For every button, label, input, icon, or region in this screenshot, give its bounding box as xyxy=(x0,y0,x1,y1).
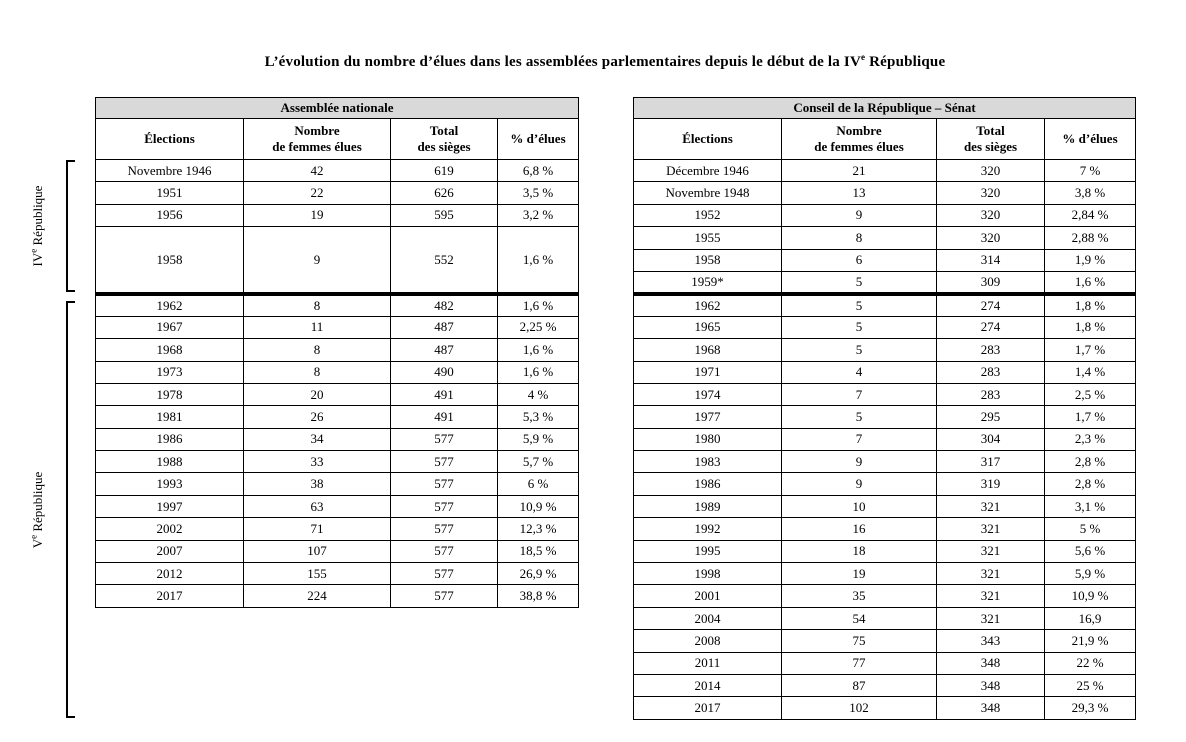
table-cell: 491 xyxy=(391,383,498,405)
table-title: Conseil de la République – Sénat xyxy=(634,98,1136,119)
table-row xyxy=(634,406,1136,428)
table-row xyxy=(634,204,1136,226)
fourth-republic-bracket xyxy=(66,160,75,292)
column-header-elections: Élections xyxy=(634,119,782,160)
table-cell: 71 xyxy=(244,518,391,540)
table-title-row xyxy=(634,98,1136,119)
table-cell: 309 xyxy=(937,271,1045,293)
table-cell: 29,3 % xyxy=(1045,697,1136,719)
table-row xyxy=(634,451,1136,473)
table-cell: 482 xyxy=(391,294,498,316)
table-cell: 18,5 % xyxy=(498,540,579,562)
table-cell: 21,9 % xyxy=(1045,630,1136,652)
table-cell: 16 xyxy=(782,518,937,540)
table-row xyxy=(96,339,579,361)
table-cell: 7 xyxy=(782,383,937,405)
table-cell: 6,8 % xyxy=(498,160,579,182)
table-cell: 26 xyxy=(244,406,391,428)
table-cell: 321 xyxy=(937,518,1045,540)
table-cell: 102 xyxy=(782,697,937,719)
table-row xyxy=(634,473,1136,495)
table-cell: 1,7 % xyxy=(1045,339,1136,361)
table-row xyxy=(96,204,579,226)
table-cell: 320 xyxy=(937,227,1045,249)
page-title xyxy=(75,54,1135,71)
table-cell: 1971 xyxy=(634,361,782,383)
table-row xyxy=(96,316,579,338)
table-cell: 1986 xyxy=(96,428,244,450)
table-cell: 5 xyxy=(782,406,937,428)
table-cell: 1958 xyxy=(634,249,782,271)
table-cell: 304 xyxy=(937,428,1045,450)
table-cell: 5 xyxy=(782,316,937,338)
table-cell: 22 xyxy=(244,182,391,204)
table-cell: 343 xyxy=(937,630,1045,652)
table-cell: 12,3 % xyxy=(498,518,579,540)
table-cell: 77 xyxy=(782,652,937,674)
assemblee-nationale-table xyxy=(95,97,579,608)
table-cell: 5,6 % xyxy=(1045,540,1136,562)
table-cell: 6 xyxy=(782,249,937,271)
table-cell: 2004 xyxy=(634,607,782,629)
table-cell: 619 xyxy=(391,160,498,182)
document-page: L’évolution du nombre d’élues dans les assemblées parlementaires depuis le début de la IVe République IVe République Ve République Assemblée nationale Élections Nombre de femmes élues Total des sièges % d’élues Novembre 1946 42 619 6,8 % 1951 22 626 3,5 % 1956 19 595 3,2 % 1958 9 552 1,6 % 1962 8 482 1,6 % 1967 11 487 2,25 % 1968 8 487 1,6 % 1973 8 490 1,6 % 1978 20 491 4 % 1981 26 491 5,3 % 1986 34 577 5,9 % 1988 33 577 5,7 % 1993 38 577 6 % 1997 63 577 10,9 % 2002 71 577 12,3 % 2007 107 577 18,5 % 2012 155 577 26,9 % 2017 224 577 38,8 % Conseil de la République – Sénat Élections Nombre de femmes élues Total des sièges % d’élues Décembre 1946 21 320 7 % Novembre 1948 13 320 3,8 % 1952 9 320 2,84 % 1955 8 320 2,88 % 1958 6 314 1,9 % 1959* 5 309 1,6 % 1962 5 274 1,8 % 1965 5 274 1,8 % 1968 5 283 1,7 % 1971 4 283 1,4 % 1974 7 283 2,5 % 1977 5 295 1,7 % 1980 7 304 2,3 % 1983 9 317 2,8 % 1986 9 319 2,8 % 1989 10 321 3,1 % 1992 16 321 5 % 1995 18 321 5,6 % 1998 19 321 5,9 % 2001 35 321 10,9 % 2004 54 321 16,9 2008 75 343 21,9 % 2011 77 348 22 % 2014 87 348 25 % 2017 102 348 29,3 % xyxy=(0,0,1186,742)
table-cell: 626 xyxy=(391,182,498,204)
column-header-row xyxy=(634,119,1136,160)
table-cell: 26,9 % xyxy=(498,563,579,585)
table-cell: 8 xyxy=(782,227,937,249)
table-cell: 1988 xyxy=(96,451,244,473)
table-cell: 1962 xyxy=(96,294,244,316)
table-cell: 3,5 % xyxy=(498,182,579,204)
table-cell: 348 xyxy=(937,652,1045,674)
table-cell: 3,2 % xyxy=(498,204,579,226)
table-cell: 63 xyxy=(244,495,391,517)
fifth-republic-section xyxy=(634,294,1136,719)
table-row xyxy=(96,563,579,585)
table-cell: 2007 xyxy=(96,540,244,562)
table-cell: 4 % xyxy=(498,383,579,405)
table-row xyxy=(96,406,579,428)
table-cell: 75 xyxy=(782,630,937,652)
table-cell: 1978 xyxy=(96,383,244,405)
table-row xyxy=(634,361,1136,383)
table-cell: 2017 xyxy=(96,585,244,607)
table-cell: Novembre 1948 xyxy=(634,182,782,204)
table-cell: 1,6 % xyxy=(498,294,579,316)
table-cell: 1,9 % xyxy=(1045,249,1136,271)
table-row xyxy=(96,182,579,204)
table-cell: 3,1 % xyxy=(1045,495,1136,517)
table-cell: 1955 xyxy=(634,227,782,249)
column-header-elections: Élections xyxy=(96,119,244,160)
table-cell: 8 xyxy=(244,294,391,316)
column-header-pct-elues: % d’élues xyxy=(498,119,579,160)
table-row xyxy=(634,271,1136,293)
table-cell: 595 xyxy=(391,204,498,226)
table-cell: 2001 xyxy=(634,585,782,607)
table-cell: 1959* xyxy=(634,271,782,293)
table-cell: 487 xyxy=(391,339,498,361)
table-cell: 2012 xyxy=(96,563,244,585)
table-row xyxy=(96,428,579,450)
table-cell: 16,9 xyxy=(1045,607,1136,629)
table-cell: 5,3 % xyxy=(498,406,579,428)
table-cell: 1967 xyxy=(96,316,244,338)
table-cell: 9 xyxy=(782,204,937,226)
table-cell: 9 xyxy=(782,451,937,473)
table-row xyxy=(96,383,579,405)
senat-table xyxy=(633,97,1136,720)
table-cell: 5 xyxy=(782,294,937,316)
table-cell: 283 xyxy=(937,339,1045,361)
table-cell: 577 xyxy=(391,495,498,517)
table-row xyxy=(96,495,579,517)
table-cell: 5,7 % xyxy=(498,451,579,473)
table-cell: 19 xyxy=(782,563,937,585)
table-row xyxy=(634,495,1136,517)
table-cell: 5 % xyxy=(1045,518,1136,540)
table-cell: 577 xyxy=(391,428,498,450)
table-row xyxy=(634,339,1136,361)
table-cell: 490 xyxy=(391,361,498,383)
table-cell: 5,9 % xyxy=(1045,563,1136,585)
table-cell: 1,8 % xyxy=(1045,316,1136,338)
table-row xyxy=(634,585,1136,607)
table-cell: 2,88 % xyxy=(1045,227,1136,249)
table-cell: 7 xyxy=(782,428,937,450)
table-cell: 320 xyxy=(937,160,1045,182)
table-cell: 1974 xyxy=(634,383,782,405)
table-cell: 2,84 % xyxy=(1045,204,1136,226)
table-title-row xyxy=(96,98,579,119)
table-cell: 5,9 % xyxy=(498,428,579,450)
fifth-republic-section xyxy=(96,294,579,607)
table-row xyxy=(96,294,579,316)
page-title-text: L’évolution du nombre d’élues dans les assemblées parlementaires depuis le début de la IV xyxy=(264,54,861,70)
table-cell: 321 xyxy=(937,585,1045,607)
table-cell: 2,5 % xyxy=(1045,383,1136,405)
table-row xyxy=(96,518,579,540)
table-row xyxy=(634,630,1136,652)
table-cell: 19 xyxy=(244,204,391,226)
table-cell: 317 xyxy=(937,451,1045,473)
table-cell: 21 xyxy=(782,160,937,182)
table-cell: 1,6 % xyxy=(1045,271,1136,293)
table-cell: 1983 xyxy=(634,451,782,473)
table-row xyxy=(96,540,579,562)
table-cell: 1,6 % xyxy=(498,339,579,361)
table-cell: 1986 xyxy=(634,473,782,495)
table-cell: 5 xyxy=(782,271,937,293)
table-cell: 1,7 % xyxy=(1045,406,1136,428)
table-cell: 20 xyxy=(244,383,391,405)
table-row xyxy=(634,607,1136,629)
table-row xyxy=(634,540,1136,562)
table-cell: 314 xyxy=(937,249,1045,271)
table-cell: 2011 xyxy=(634,652,782,674)
table-cell: 107 xyxy=(244,540,391,562)
table-cell: 1980 xyxy=(634,428,782,450)
table-cell: 577 xyxy=(391,451,498,473)
table-cell: 6 % xyxy=(498,473,579,495)
table-row xyxy=(634,227,1136,249)
table-cell: 1,6 % xyxy=(498,361,579,383)
table-cell: 320 xyxy=(937,182,1045,204)
fifth-republic-bracket xyxy=(66,301,75,718)
table-cell: 2,8 % xyxy=(1045,473,1136,495)
table-cell: 11 xyxy=(244,316,391,338)
table-cell: 42 xyxy=(244,160,391,182)
table-cell: 1968 xyxy=(634,339,782,361)
table-cell: 295 xyxy=(937,406,1045,428)
table-cell: 348 xyxy=(937,674,1045,696)
table-cell: 1992 xyxy=(634,518,782,540)
table-cell: 38,8 % xyxy=(498,585,579,607)
page-title-superscript: e xyxy=(860,52,866,62)
table-cell: 283 xyxy=(937,361,1045,383)
table-row xyxy=(634,160,1136,182)
table-cell: 54 xyxy=(782,607,937,629)
table-cell: 577 xyxy=(391,563,498,585)
table-cell: 1981 xyxy=(96,406,244,428)
table-cell: 1,8 % xyxy=(1045,294,1136,316)
table-cell: 552 xyxy=(391,227,498,294)
table-row xyxy=(96,585,579,607)
table-cell: 274 xyxy=(937,294,1045,316)
table-cell: 577 xyxy=(391,518,498,540)
table-cell: 1989 xyxy=(634,495,782,517)
table-cell: 10,9 % xyxy=(498,495,579,517)
table-row xyxy=(96,227,579,294)
table-cell: 1968 xyxy=(96,339,244,361)
table-cell: 34 xyxy=(244,428,391,450)
table-row xyxy=(96,361,579,383)
table-cell: 348 xyxy=(937,697,1045,719)
column-header-total-sieges: Total des sièges xyxy=(937,119,1045,160)
table-cell: 7 % xyxy=(1045,160,1136,182)
table-cell: Décembre 1946 xyxy=(634,160,782,182)
table-cell: 319 xyxy=(937,473,1045,495)
table-cell: 8 xyxy=(244,361,391,383)
table-cell: 8 xyxy=(244,339,391,361)
table-cell: 1951 xyxy=(96,182,244,204)
table-cell: 35 xyxy=(782,585,937,607)
table-cell: 1977 xyxy=(634,406,782,428)
fourth-republic-section xyxy=(634,160,1136,294)
table-cell: 2017 xyxy=(634,697,782,719)
table-cell: 33 xyxy=(244,451,391,473)
table-cell: 155 xyxy=(244,563,391,585)
table-row xyxy=(634,316,1136,338)
table-cell: 321 xyxy=(937,495,1045,517)
table-cell: 9 xyxy=(782,473,937,495)
table-cell: 1993 xyxy=(96,473,244,495)
table-cell: 1995 xyxy=(634,540,782,562)
table-cell: 2002 xyxy=(96,518,244,540)
table-cell: 10 xyxy=(782,495,937,517)
page-title-suffix: République xyxy=(865,54,946,70)
table-cell: 320 xyxy=(937,204,1045,226)
fourth-republic-section xyxy=(96,160,579,294)
table-cell: 577 xyxy=(391,473,498,495)
table-cell: Novembre 1946 xyxy=(96,160,244,182)
table-cell: 1958 xyxy=(96,227,244,294)
table-cell: 5 xyxy=(782,339,937,361)
table-cell: 487 xyxy=(391,316,498,338)
table-row xyxy=(634,652,1136,674)
table-cell: 2008 xyxy=(634,630,782,652)
table-row xyxy=(634,674,1136,696)
table-cell: 224 xyxy=(244,585,391,607)
table-cell: 1962 xyxy=(634,294,782,316)
table-cell: 321 xyxy=(937,607,1045,629)
table-cell: 1998 xyxy=(634,563,782,585)
table-row xyxy=(634,697,1136,719)
table-row xyxy=(634,294,1136,316)
table-cell: 1,4 % xyxy=(1045,361,1136,383)
table-row xyxy=(634,383,1136,405)
table-cell: 491 xyxy=(391,406,498,428)
table-cell: 1,6 % xyxy=(498,227,579,294)
table-cell: 1997 xyxy=(96,495,244,517)
table-cell: 18 xyxy=(782,540,937,562)
table-cell: 1965 xyxy=(634,316,782,338)
table-cell: 1956 xyxy=(96,204,244,226)
table-row xyxy=(634,249,1136,271)
table-row xyxy=(634,182,1136,204)
table-row xyxy=(634,518,1136,540)
table-row xyxy=(96,160,579,182)
table-cell: 9 xyxy=(244,227,391,294)
column-header-femmes-elues: Nombre de femmes élues xyxy=(244,119,391,160)
table-cell: 10,9 % xyxy=(1045,585,1136,607)
table-cell: 577 xyxy=(391,585,498,607)
table-row xyxy=(634,428,1136,450)
table-cell: 1973 xyxy=(96,361,244,383)
table-cell: 2014 xyxy=(634,674,782,696)
table-cell: 321 xyxy=(937,563,1045,585)
column-header-total-sieges: Total des sièges xyxy=(391,119,498,160)
table-cell: 22 % xyxy=(1045,652,1136,674)
table-row xyxy=(634,563,1136,585)
table-cell: 577 xyxy=(391,540,498,562)
table-cell: 13 xyxy=(782,182,937,204)
table-cell: 25 % xyxy=(1045,674,1136,696)
table-cell: 283 xyxy=(937,383,1045,405)
column-header-pct-elues: % d’élues xyxy=(1045,119,1136,160)
table-row xyxy=(96,451,579,473)
table-cell: 321 xyxy=(937,540,1045,562)
table-cell: 1952 xyxy=(634,204,782,226)
table-row xyxy=(96,473,579,495)
table-cell: 274 xyxy=(937,316,1045,338)
table-cell: 4 xyxy=(782,361,937,383)
table-title: Assemblée nationale xyxy=(96,98,579,119)
column-header-row xyxy=(96,119,579,160)
table-cell: 2,8 % xyxy=(1045,451,1136,473)
table-cell: 2,3 % xyxy=(1045,428,1136,450)
column-header-femmes-elues: Nombre de femmes élues xyxy=(782,119,937,160)
table-cell: 38 xyxy=(244,473,391,495)
table-cell: 2,25 % xyxy=(498,316,579,338)
table-cell: 3,8 % xyxy=(1045,182,1136,204)
table-cell: 87 xyxy=(782,674,937,696)
